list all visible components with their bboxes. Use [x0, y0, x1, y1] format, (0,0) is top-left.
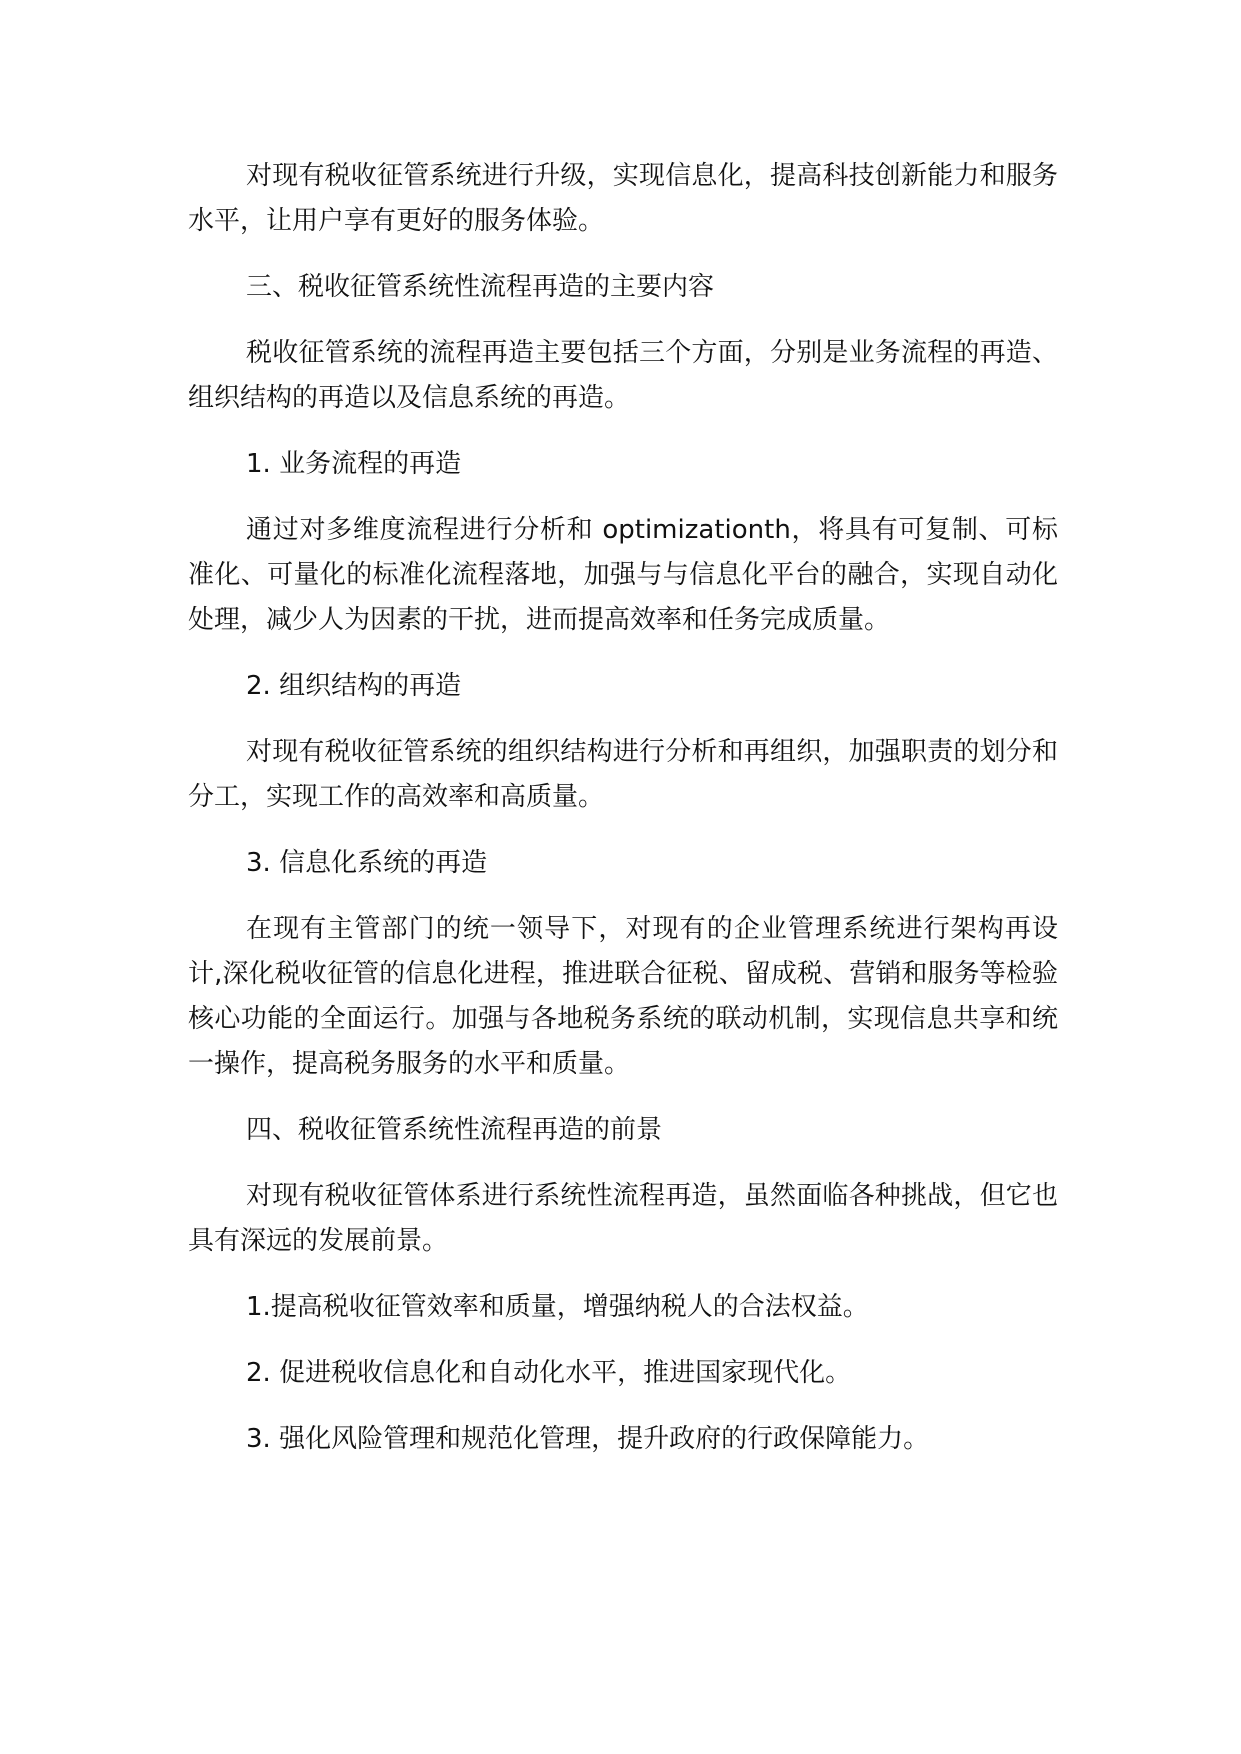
subheading-business-process: 1. 业务流程的再造 [246, 449, 462, 479]
document-body [188, 154, 1058, 1483]
list-item-prospect-3: 3. 强化风险管理和规范化管理，提升政府的行政保障能力。 [246, 1424, 930, 1454]
list-item-prospect-2: 2. 促进税收信息化和自动化水平，推进国家现代化。 [246, 1358, 852, 1388]
paragraph-three-aspects: 税收征管系统的流程再造主要包括三个方面，分别是业务流程的再造、组织结构的再造以及信息系统的再造。 [188, 338, 1058, 413]
paragraph-upgrade: 对现有税收征管系统进行升级，实现信息化，提高科技创新能力和服务水平，让用户享有更好的服务体验。 [188, 161, 1058, 236]
paragraph-info-system: 在现有主管部门的统一领导下，对现有的企业管理系统进行架构再设计,深化税收征管的信息化进程，推进联合征税、留成税、营销和服务等检验核心功能的全面运行。加强与各地税务系统的联动机制，实现信息共享和统一操作，提高税务服务的水平和质量。 [188, 914, 1058, 1079]
section-heading-prospects: 四、税收征管系统性流程再造的前景 [246, 1115, 663, 1145]
subheading-info-system: 3. 信息化系统的再造 [246, 848, 488, 878]
list-item-prospect-1: 1.提高税收征管效率和质量，增强纳税人的合法权益。 [246, 1292, 869, 1322]
section-heading-main-content: 三、税收征管系统性流程再造的主要内容 [246, 272, 715, 302]
paragraph-prospects: 对现有税收征管体系进行系统性流程再造，虽然面临各种挑战，但它也具有深远的发展前景。 [188, 1181, 1058, 1256]
paragraph-org-structure: 对现有税收征管系统的组织结构进行分析和再组织，加强职责的划分和分工，实现工作的高效率和高质量。 [188, 737, 1058, 812]
paragraph-business-process: 通过对多维度流程进行分析和 optimizationth，将具有可复制、可标准化、可量化的标准化流程落地，加强与与信息化平台的融合，实现自动化处理，减少人为因素的干扰，进而提高效率和任务完成质量。 [188, 515, 1058, 635]
subheading-org-structure: 2. 组织结构的再造 [246, 671, 462, 701]
